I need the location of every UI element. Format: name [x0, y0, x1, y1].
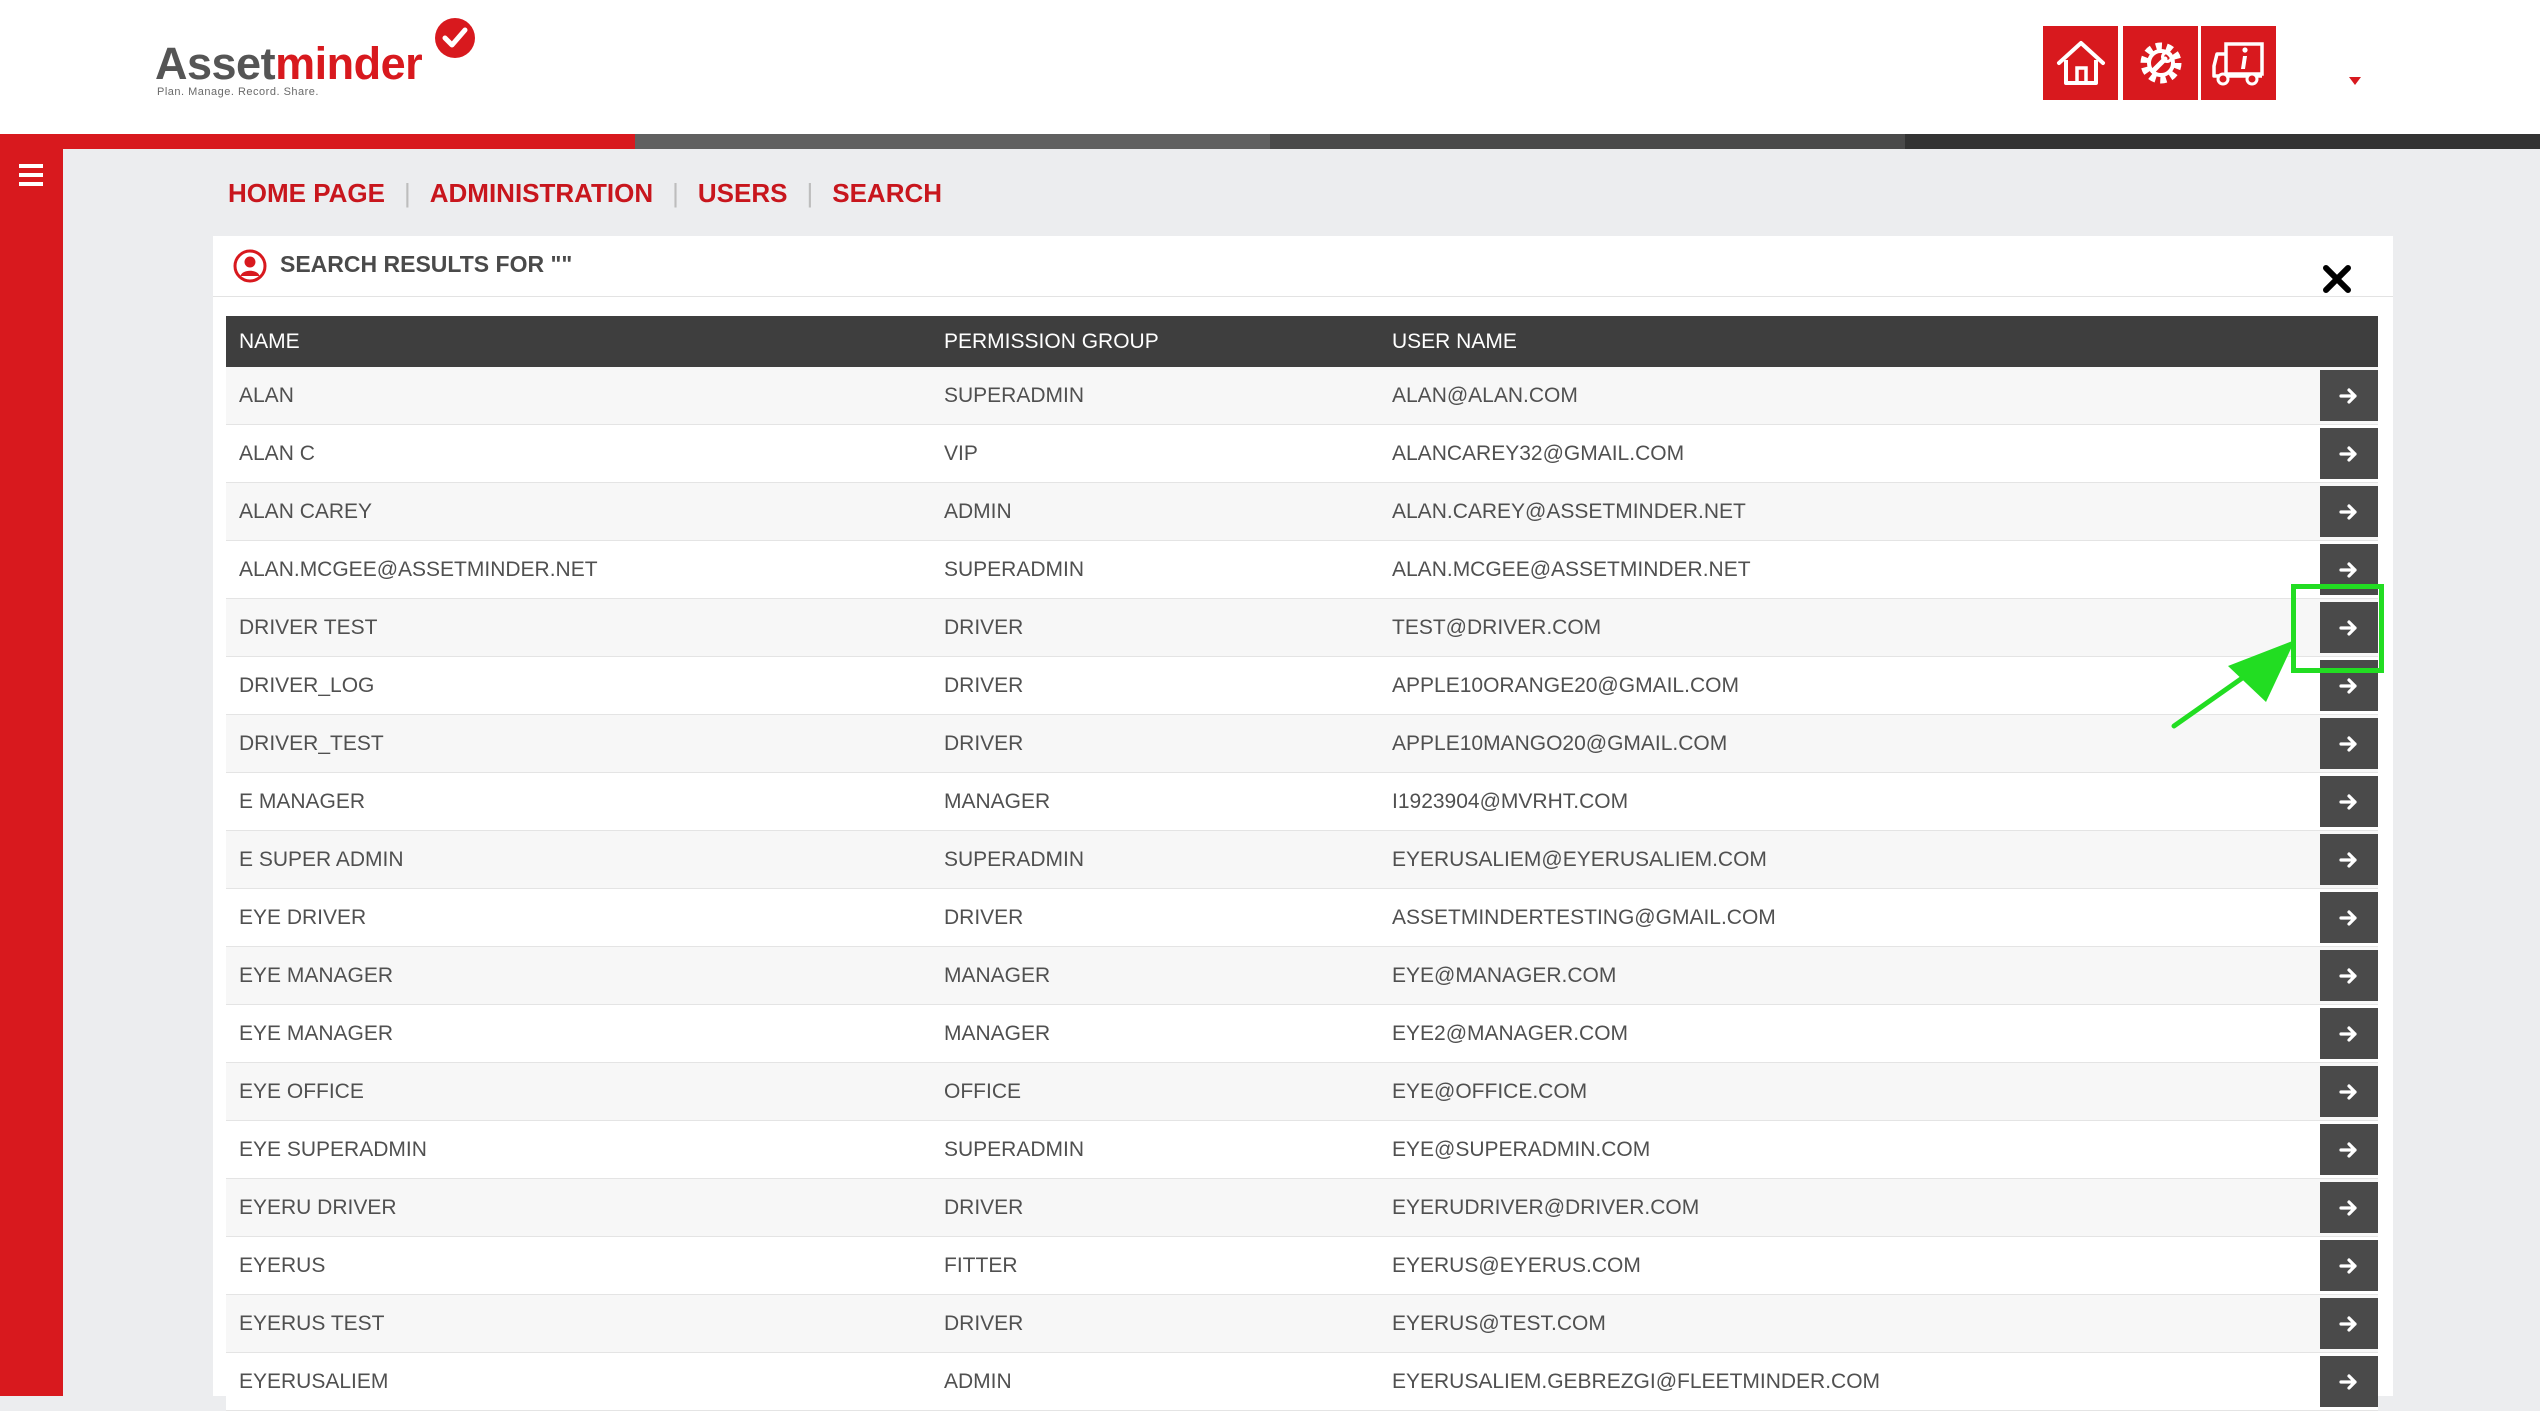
cell-user-name: ALAN.CAREY@ASSETMINDER.NET	[1392, 500, 1746, 523]
panel-title: SEARCH RESULTS FOR ""	[280, 251, 573, 277]
cell-name: E SUPER ADMIN	[239, 848, 404, 871]
open-user-button[interactable]	[2320, 1298, 2378, 1349]
table-row	[226, 541, 2378, 599]
open-user-button[interactable]	[2320, 1008, 2378, 1059]
stripe-segment	[1270, 134, 1905, 149]
breadcrumb-separator: |	[403, 177, 411, 208]
cell-name: DRIVER TEST	[239, 616, 378, 639]
table-row	[226, 1237, 2378, 1295]
table-row	[226, 367, 2378, 425]
arrow-right-icon	[2339, 793, 2359, 811]
cell-user-name: EYERUS@EYERUS.COM	[1392, 1254, 1641, 1277]
table-row	[226, 483, 2378, 541]
cell-permission-group: DRIVER	[944, 732, 1024, 755]
arrow-right-icon	[2339, 677, 2359, 695]
cell-name: EYE SUPERADMIN	[239, 1138, 427, 1161]
cell-name: EYE DRIVER	[239, 906, 367, 929]
table-row	[226, 1063, 2378, 1121]
cell-permission-group: OFFICE	[944, 1080, 1021, 1103]
cell-user-name: EYERUS@TEST.COM	[1392, 1312, 1606, 1335]
breadcrumb-users[interactable]: USERS	[697, 177, 788, 208]
cell-user-name: EYE@SUPERADMIN.COM	[1392, 1138, 1651, 1161]
cell-name: ALAN	[239, 384, 294, 407]
cell-name: EYE MANAGER	[239, 964, 394, 987]
cell-permission-group: SUPERADMIN	[944, 848, 1085, 871]
vehicle-info-button[interactable]	[2201, 26, 2276, 100]
user-circle-icon	[233, 249, 267, 283]
table-row	[226, 425, 2378, 483]
arrow-right-icon	[2339, 1199, 2359, 1217]
home-button[interactable]	[2043, 26, 2118, 100]
table-row	[226, 657, 2378, 715]
breadcrumb-search[interactable]: SEARCH	[832, 177, 943, 208]
cell-permission-group: DRIVER	[944, 616, 1024, 639]
stripe-segment	[635, 134, 1270, 149]
table-row	[226, 715, 2378, 773]
cell-permission-group: SUPERADMIN	[944, 558, 1085, 581]
table-row	[226, 947, 2378, 1005]
cell-permission-group: SUPERADMIN	[944, 1138, 1085, 1161]
cell-permission-group: VIP	[944, 442, 978, 465]
check-badge-icon	[433, 16, 477, 60]
table-row	[226, 831, 2378, 889]
cell-permission-group: MANAGER	[944, 1022, 1051, 1045]
highlight-box	[2291, 584, 2384, 673]
arrow-right-icon	[2339, 851, 2359, 869]
cell-user-name: ALAN@ALAN.COM	[1392, 384, 1578, 407]
cell-permission-group: MANAGER	[944, 790, 1051, 813]
open-user-button[interactable]	[2320, 1124, 2378, 1175]
caret-down-icon[interactable]	[2348, 76, 2362, 86]
open-user-button[interactable]	[2320, 1066, 2378, 1117]
cell-user-name: ASSETMINDERTESTING@GMAIL.COM	[1392, 906, 1776, 929]
cell-user-name: EYERUSALIEM@EYERUSALIEM.COM	[1392, 848, 1767, 871]
table-row	[226, 773, 2378, 831]
arrow-right-icon	[2339, 1141, 2359, 1159]
table-row	[226, 1005, 2378, 1063]
breadcrumb	[228, 175, 942, 211]
arrow-right-icon	[2339, 909, 2359, 927]
cell-permission-group: ADMIN	[944, 1370, 1012, 1393]
cell-name: EYE MANAGER	[239, 1022, 394, 1045]
open-user-button[interactable]	[2320, 370, 2378, 421]
logo-brand-part1: Asset	[155, 38, 276, 89]
table-row	[226, 1295, 2378, 1353]
cell-user-name: ALANCAREY32@GMAIL.COM	[1392, 442, 1685, 465]
logo-brand-part2: minder	[275, 38, 423, 89]
arrow-right-icon	[2339, 1373, 2359, 1391]
panel-header	[213, 236, 2393, 297]
cell-permission-group: DRIVER	[944, 906, 1024, 929]
table-row	[226, 599, 2378, 657]
cell-permission-group: MANAGER	[944, 964, 1051, 987]
home-icon	[2054, 36, 2108, 90]
cell-name: DRIVER_LOG	[239, 674, 375, 697]
cell-user-name: EYE2@MANAGER.COM	[1392, 1022, 1629, 1045]
search-results-panel	[213, 236, 2393, 1396]
cell-name: ALAN CAREY	[239, 500, 373, 523]
column-header-user-name: USER NAME	[1392, 329, 1517, 353]
cell-permission-group: FITTER	[944, 1254, 1018, 1277]
arrow-right-icon	[2339, 1083, 2359, 1101]
column-header-name: NAME	[239, 329, 300, 353]
cell-name: EYE OFFICE	[239, 1080, 364, 1103]
breadcrumb-separator: |	[806, 177, 814, 208]
column-header-permission-group: PERMISSION GROUP	[944, 329, 1159, 353]
stripe-segment	[0, 134, 635, 149]
cell-user-name: ALAN.MCGEE@ASSETMINDER.NET	[1392, 558, 1751, 581]
top-header	[0, 0, 2540, 134]
logo-wordmark	[155, 38, 422, 90]
cell-name: DRIVER_TEST	[239, 732, 384, 755]
cell-name: EYERUS	[239, 1254, 326, 1277]
table-row	[226, 1179, 2378, 1237]
open-user-button[interactable]	[2320, 834, 2378, 885]
gear-wrench-icon	[2134, 36, 2188, 90]
arrow-right-icon	[2339, 1257, 2359, 1275]
breadcrumb-separator: |	[672, 177, 679, 208]
arrow-right-icon	[2339, 387, 2359, 405]
open-user-button[interactable]	[2320, 950, 2378, 1001]
cell-user-name: I1923904@MVRHT.COM	[1392, 790, 1629, 813]
open-user-button[interactable]	[2320, 1356, 2378, 1407]
table-row	[226, 1353, 2378, 1411]
header-color-stripe	[0, 134, 2540, 149]
open-user-button[interactable]	[2320, 718, 2378, 769]
cell-name: EYERUS TEST	[239, 1312, 385, 1335]
logo-tagline: Plan. Manage. Record. Share.	[157, 86, 319, 98]
close-icon[interactable]	[2322, 264, 2352, 294]
cell-permission-group: DRIVER	[944, 674, 1024, 697]
arrow-right-icon	[2339, 445, 2359, 463]
truck-info-icon	[2212, 36, 2266, 90]
cell-user-name: EYERUSALIEM.GEBREZGI@FLEETMINDER.COM	[1392, 1370, 1881, 1393]
open-user-button[interactable]	[2320, 776, 2378, 827]
hamburger-menu-icon[interactable]	[19, 164, 43, 186]
table-body	[226, 367, 2378, 1411]
arrow-right-icon	[2339, 1315, 2359, 1333]
open-user-button[interactable]	[2320, 1240, 2378, 1291]
cell-permission-group: SUPERADMIN	[944, 384, 1085, 407]
cell-name: ALAN.MCGEE@ASSETMINDER.NET	[239, 558, 598, 581]
breadcrumb-administration[interactable]: ADMINISTRATION	[429, 177, 654, 208]
cell-user-name: APPLE10MANGO20@GMAIL.COM	[1392, 732, 1728, 755]
stripe-segment	[1905, 134, 2540, 149]
cell-name: EYERU DRIVER	[239, 1196, 397, 1219]
left-sidebar	[0, 149, 63, 1396]
table-header	[226, 316, 2378, 367]
cell-user-name: EYE@MANAGER.COM	[1392, 964, 1617, 987]
cell-user-name: EYE@OFFICE.COM	[1392, 1080, 1588, 1103]
arrow-right-icon	[2339, 967, 2359, 985]
cell-user-name: APPLE10ORANGE20@GMAIL.COM	[1392, 674, 1739, 697]
table-row	[226, 1121, 2378, 1179]
breadcrumb-home[interactable]: HOME PAGE	[228, 177, 385, 208]
arrow-right-icon	[2339, 735, 2359, 753]
cell-user-name: EYERUDRIVER@DRIVER.COM	[1392, 1196, 1700, 1219]
users-table	[226, 316, 2378, 1411]
assetminder-logo[interactable]	[155, 16, 495, 100]
cell-name: ALAN C	[239, 442, 315, 465]
cell-name: E MANAGER	[239, 790, 366, 813]
cell-permission-group: DRIVER	[944, 1312, 1024, 1335]
arrow-right-icon	[2339, 1025, 2359, 1043]
open-user-button[interactable]	[2320, 1182, 2378, 1233]
arrow-right-icon	[2339, 503, 2359, 521]
arrow-right-icon	[2339, 561, 2359, 579]
cell-user-name: TEST@DRIVER.COM	[1392, 616, 1602, 639]
annotation-arrow-icon	[2170, 636, 2300, 730]
open-user-button[interactable]	[2320, 486, 2378, 537]
open-user-button[interactable]	[2320, 892, 2378, 943]
table-row	[226, 889, 2378, 947]
cell-permission-group: ADMIN	[944, 500, 1012, 523]
open-user-button[interactable]	[2320, 428, 2378, 479]
cell-name: EYERUSALIEM	[239, 1370, 389, 1393]
cell-permission-group: DRIVER	[944, 1196, 1024, 1219]
maintenance-button[interactable]	[2123, 26, 2198, 100]
